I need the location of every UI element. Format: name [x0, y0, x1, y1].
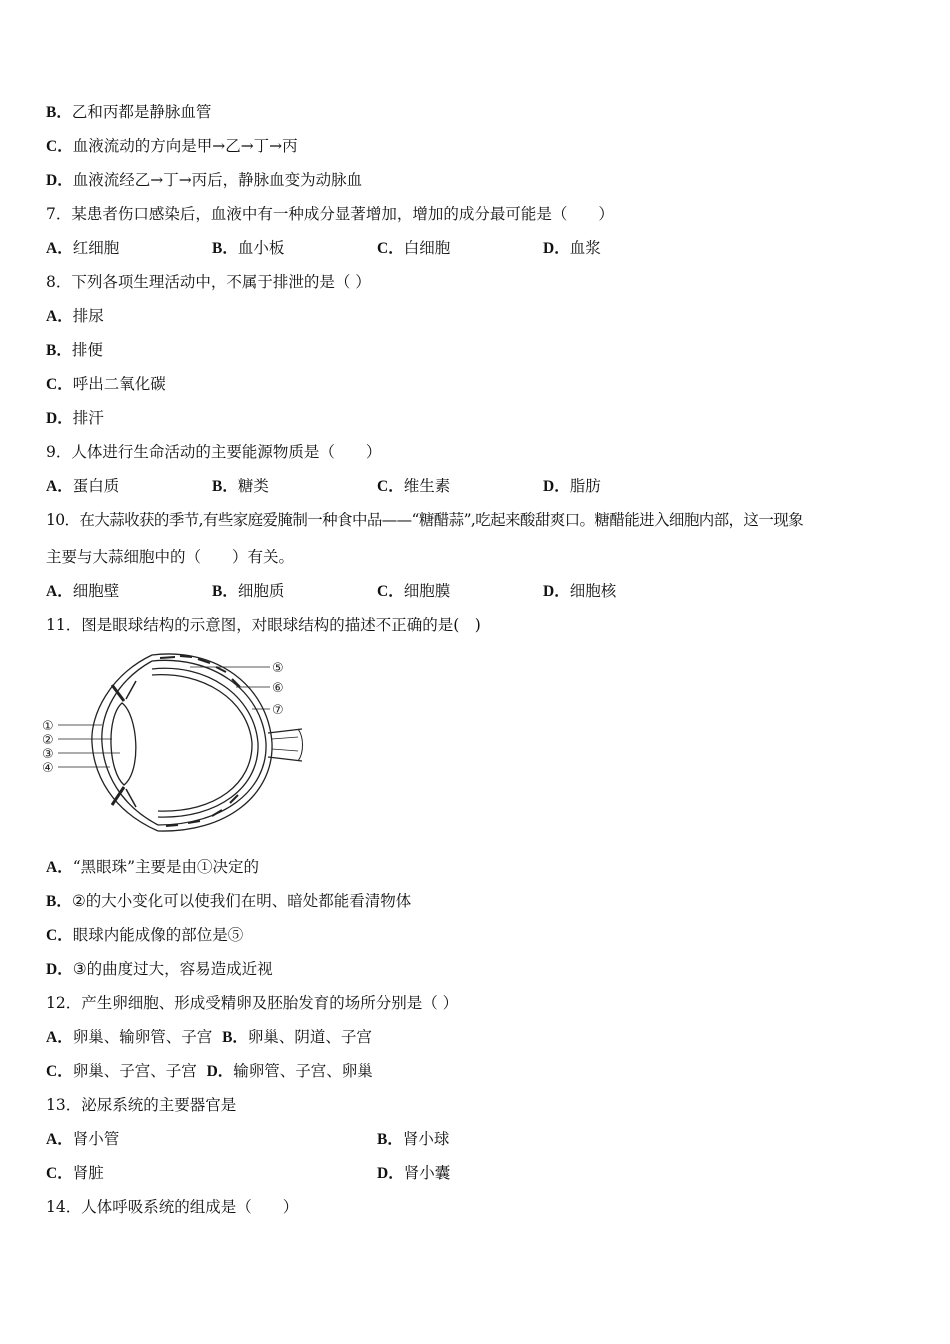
q8-option-b: B．排便 [46, 341, 103, 359]
label-4: ④ [42, 761, 54, 776]
q6-option-b: B．乙和丙都是静脉血管 [46, 103, 212, 121]
q11-option-b: B．②的大小变化可以使我们在明、暗处都能看清物体 [46, 892, 412, 910]
q10-stem-line2: 主要与大蒜细胞中的（ ）有关。 [46, 548, 295, 566]
q10-option-a: A．细胞壁 [46, 582, 120, 600]
q8-option-c: C．呼出二氧化碳 [46, 375, 166, 393]
q12-options-row1: A．卵巢、输卵管、子宫 B．卵巢、阴道、子宫 [46, 1028, 372, 1046]
q10-option-c: C．细胞膜 [377, 582, 451, 600]
q9-stem: 9．人体进行生命活动的主要能源物质是（ ） [46, 443, 382, 461]
q14-stem: 14．人体呼吸系统的组成是（ ） [46, 1198, 299, 1216]
q6-option-c: C．血液流动的方向是甲→乙→丁→丙 [46, 137, 298, 155]
label-3: ③ [42, 747, 54, 762]
label-2: ② [42, 733, 54, 748]
q11-stem: 11．图是眼球结构的示意图，对眼球结构的描述不正确的是( ) [46, 616, 481, 634]
q13-stem: 13．泌尿系统的主要器官是 [46, 1096, 237, 1114]
label-5: ⑤ [272, 661, 284, 676]
label-1: ① [42, 719, 54, 734]
q13-option-c: C．肾脏 [46, 1164, 104, 1182]
eye-sclera [152, 654, 272, 831]
q8-option-d: D．排汗 [46, 409, 104, 427]
q7-option-d: D．血浆 [543, 239, 601, 257]
q10-option-b: B．细胞质 [212, 582, 285, 600]
eyeball-diagram [40, 645, 310, 840]
q10-stem-line1: 10．在大蒜收获的季节,有些家庭爱腌制一种食中品——“糖醋蒜”,吃起来酸甜爽口。糖醋能进入细胞内部，这一现象 [46, 511, 804, 529]
q9-option-b: B．糖类 [212, 477, 269, 495]
q13-option-b: B．肾小球 [377, 1130, 450, 1148]
q9-option-a: A．蛋白质 [46, 477, 120, 495]
q9-option-c: C．维生素 [377, 477, 451, 495]
q7-option-b: B．血小板 [212, 239, 285, 257]
q12-stem: 12．产生卵细胞、形成受精卵及胚胎发育的场所分别是（ ） [46, 994, 459, 1012]
q8-stem: 8．下列各项生理活动中，不属于排泄的是（ ） [46, 273, 371, 291]
q7-option-c: C．白细胞 [377, 239, 451, 257]
eye-lens [111, 703, 136, 785]
q11-option-a: A．“黑眼珠”主要是由①决定的 [46, 858, 260, 876]
q12-options-row2: C．卵巢、子宫、子宫 D．输卵管、子宫、卵巢 [46, 1062, 373, 1080]
q9-option-d: D．脂肪 [543, 477, 601, 495]
q7-option-a: A．红细胞 [46, 239, 120, 257]
label-7: ⑦ [272, 703, 284, 718]
optic-nerve [268, 729, 302, 761]
q13-option-a: A．肾小管 [46, 1130, 120, 1148]
q8-option-a: A．排尿 [46, 307, 104, 325]
q13-option-d: D．肾小囊 [377, 1164, 451, 1182]
q7-stem: 7．某患者伤口感染后，血液中有一种成分显著增加，增加的成分最可能是（ ） [46, 205, 614, 223]
q6-option-d: D．血液流经乙→丁→丙后，静脉血变为动脉血 [46, 171, 363, 189]
q11-option-c: C．眼球内能成像的部位是⑤ [46, 926, 244, 944]
q10-option-d: D．细胞核 [543, 582, 617, 600]
label-6: ⑥ [272, 681, 284, 696]
q11-option-d: D．③的曲度过大，容易造成近视 [46, 960, 273, 978]
